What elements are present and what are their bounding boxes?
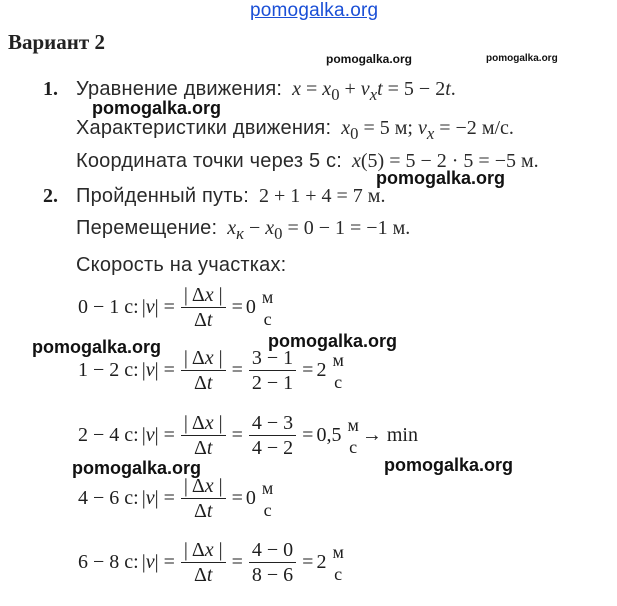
p1-line-characteristics [76, 117, 514, 144]
delta-fraction: $\frac{| \Delta x |}{\Delta t}$ [181, 538, 226, 587]
segment-interval: 2 − 4 с: [78, 424, 139, 446]
p1-characteristics-label: Характеристики движения: [76, 117, 332, 139]
p2-path-label: Пройденный путь: [76, 185, 249, 207]
segment-row: 2 − 4 с: |v| = $\frac{| \Delta x |}{\Delta t}$ = $\frac{4 - 3}{4 - 2}$ = 0,5 м с → min [78, 412, 418, 459]
segment-result: 2 [316, 551, 327, 573]
segment-row: 4 − 6 с: |v| = $\frac{| \Delta x |}{\Delta t}$ = 0 м с [78, 475, 274, 522]
watermark: pomogalka.org [268, 331, 398, 351]
unit-fraction: м с [332, 349, 344, 392]
watermark-top: pomogalka.org [250, 0, 379, 21]
segment-interval: 6 − 8 с: [78, 551, 139, 573]
unit-fraction: м с [261, 286, 274, 329]
p2-path-expr: 2 + 1 + 4 = 7 м. [258, 185, 386, 207]
p1-coordinate-label: Координата точки через 5 с: [76, 150, 342, 172]
segment-result: 0 [245, 296, 256, 318]
segment-result: 0 [245, 487, 256, 509]
p1-coordinate-formula: x(5) = 5 − 2 · 5 = −5 м. [351, 150, 539, 172]
problem-number-1: 1. [43, 78, 58, 100]
delta-fraction: $\frac{| \Delta x |}{\Delta t}$ [181, 411, 226, 460]
p2-speed-label: Скорость на участках: [76, 254, 287, 276]
page-title: Вариант 2 [8, 30, 105, 54]
problem-number-2: 2. [43, 185, 58, 207]
segment-interval: 1 − 2 с: [78, 359, 139, 381]
segment-row: 1 − 2 с: |v| = $\frac{| \Delta x |}{\Delta t}$ = $\frac{3 - 1}{2 - 1}$ = 2 м с [78, 347, 344, 394]
value-fraction: $\frac{3 - 1}{2 - 1}$ [249, 346, 296, 395]
segment-interval: 4 − 6 с: [78, 487, 139, 509]
watermark: pomogalka.org [376, 168, 506, 188]
unit-fraction: м с [332, 541, 344, 584]
segment-interval: 0 − 1 с: [78, 296, 139, 318]
delta-fraction: $\frac{| \Delta x |}{\Delta t}$ [181, 474, 226, 523]
watermark: pomogalka.org [486, 53, 558, 64]
watermark: pomogalka.org [384, 455, 514, 475]
unit-fraction: м с [261, 477, 274, 520]
p2-line-path [76, 185, 385, 208]
p1-line-equation [76, 78, 456, 105]
value-fraction: $\frac{4 - 3}{4 - 2}$ [249, 411, 296, 460]
p1-characteristics-formula: $x_0 = 5$ м; $v_x = -2$ м/с. [341, 117, 514, 143]
segment-row: 6 − 8 с: |v| = $\frac{| \Delta x |}{\Delta t}$ = $\frac{4 - 0}{8 - 6}$ = 2 м с [78, 539, 344, 586]
p1-equation-label: Уравнение движения: [76, 78, 283, 100]
watermark: pomogalka.org [326, 52, 413, 66]
value-fraction: $\frac{4 - 0}{8 - 6}$ [249, 538, 296, 587]
p2-displacement-formula: $x_к - x_0 = 0 - 1 = -1$ м. [227, 217, 411, 243]
segment-result: 2 [316, 359, 327, 381]
segment-result: 0,5 [316, 424, 342, 446]
unit-fraction: м с [347, 414, 359, 457]
segment-row: 0 − 1 с: |v| = $\frac{| \Delta x |}{\Delta t}$ = 0 м с [78, 284, 274, 331]
p1-equation-formula: $x = x_0 + v_xt = 5 - 2t$. [292, 78, 456, 104]
min-note: → min [361, 424, 418, 446]
watermark: pomogalka.org [32, 337, 162, 357]
watermark: pomogalka.org [92, 98, 222, 118]
p1-line-coordinate [76, 150, 539, 173]
delta-fraction: $\frac{| \Delta x |}{\Delta t}$ [181, 283, 226, 332]
watermark: pomogalka.org [72, 458, 202, 478]
p2-line-displacement [76, 217, 410, 244]
p2-displacement-label: Перемещение: [76, 217, 218, 239]
delta-fraction: $\frac{| \Delta x |}{\Delta t}$ [181, 346, 226, 395]
